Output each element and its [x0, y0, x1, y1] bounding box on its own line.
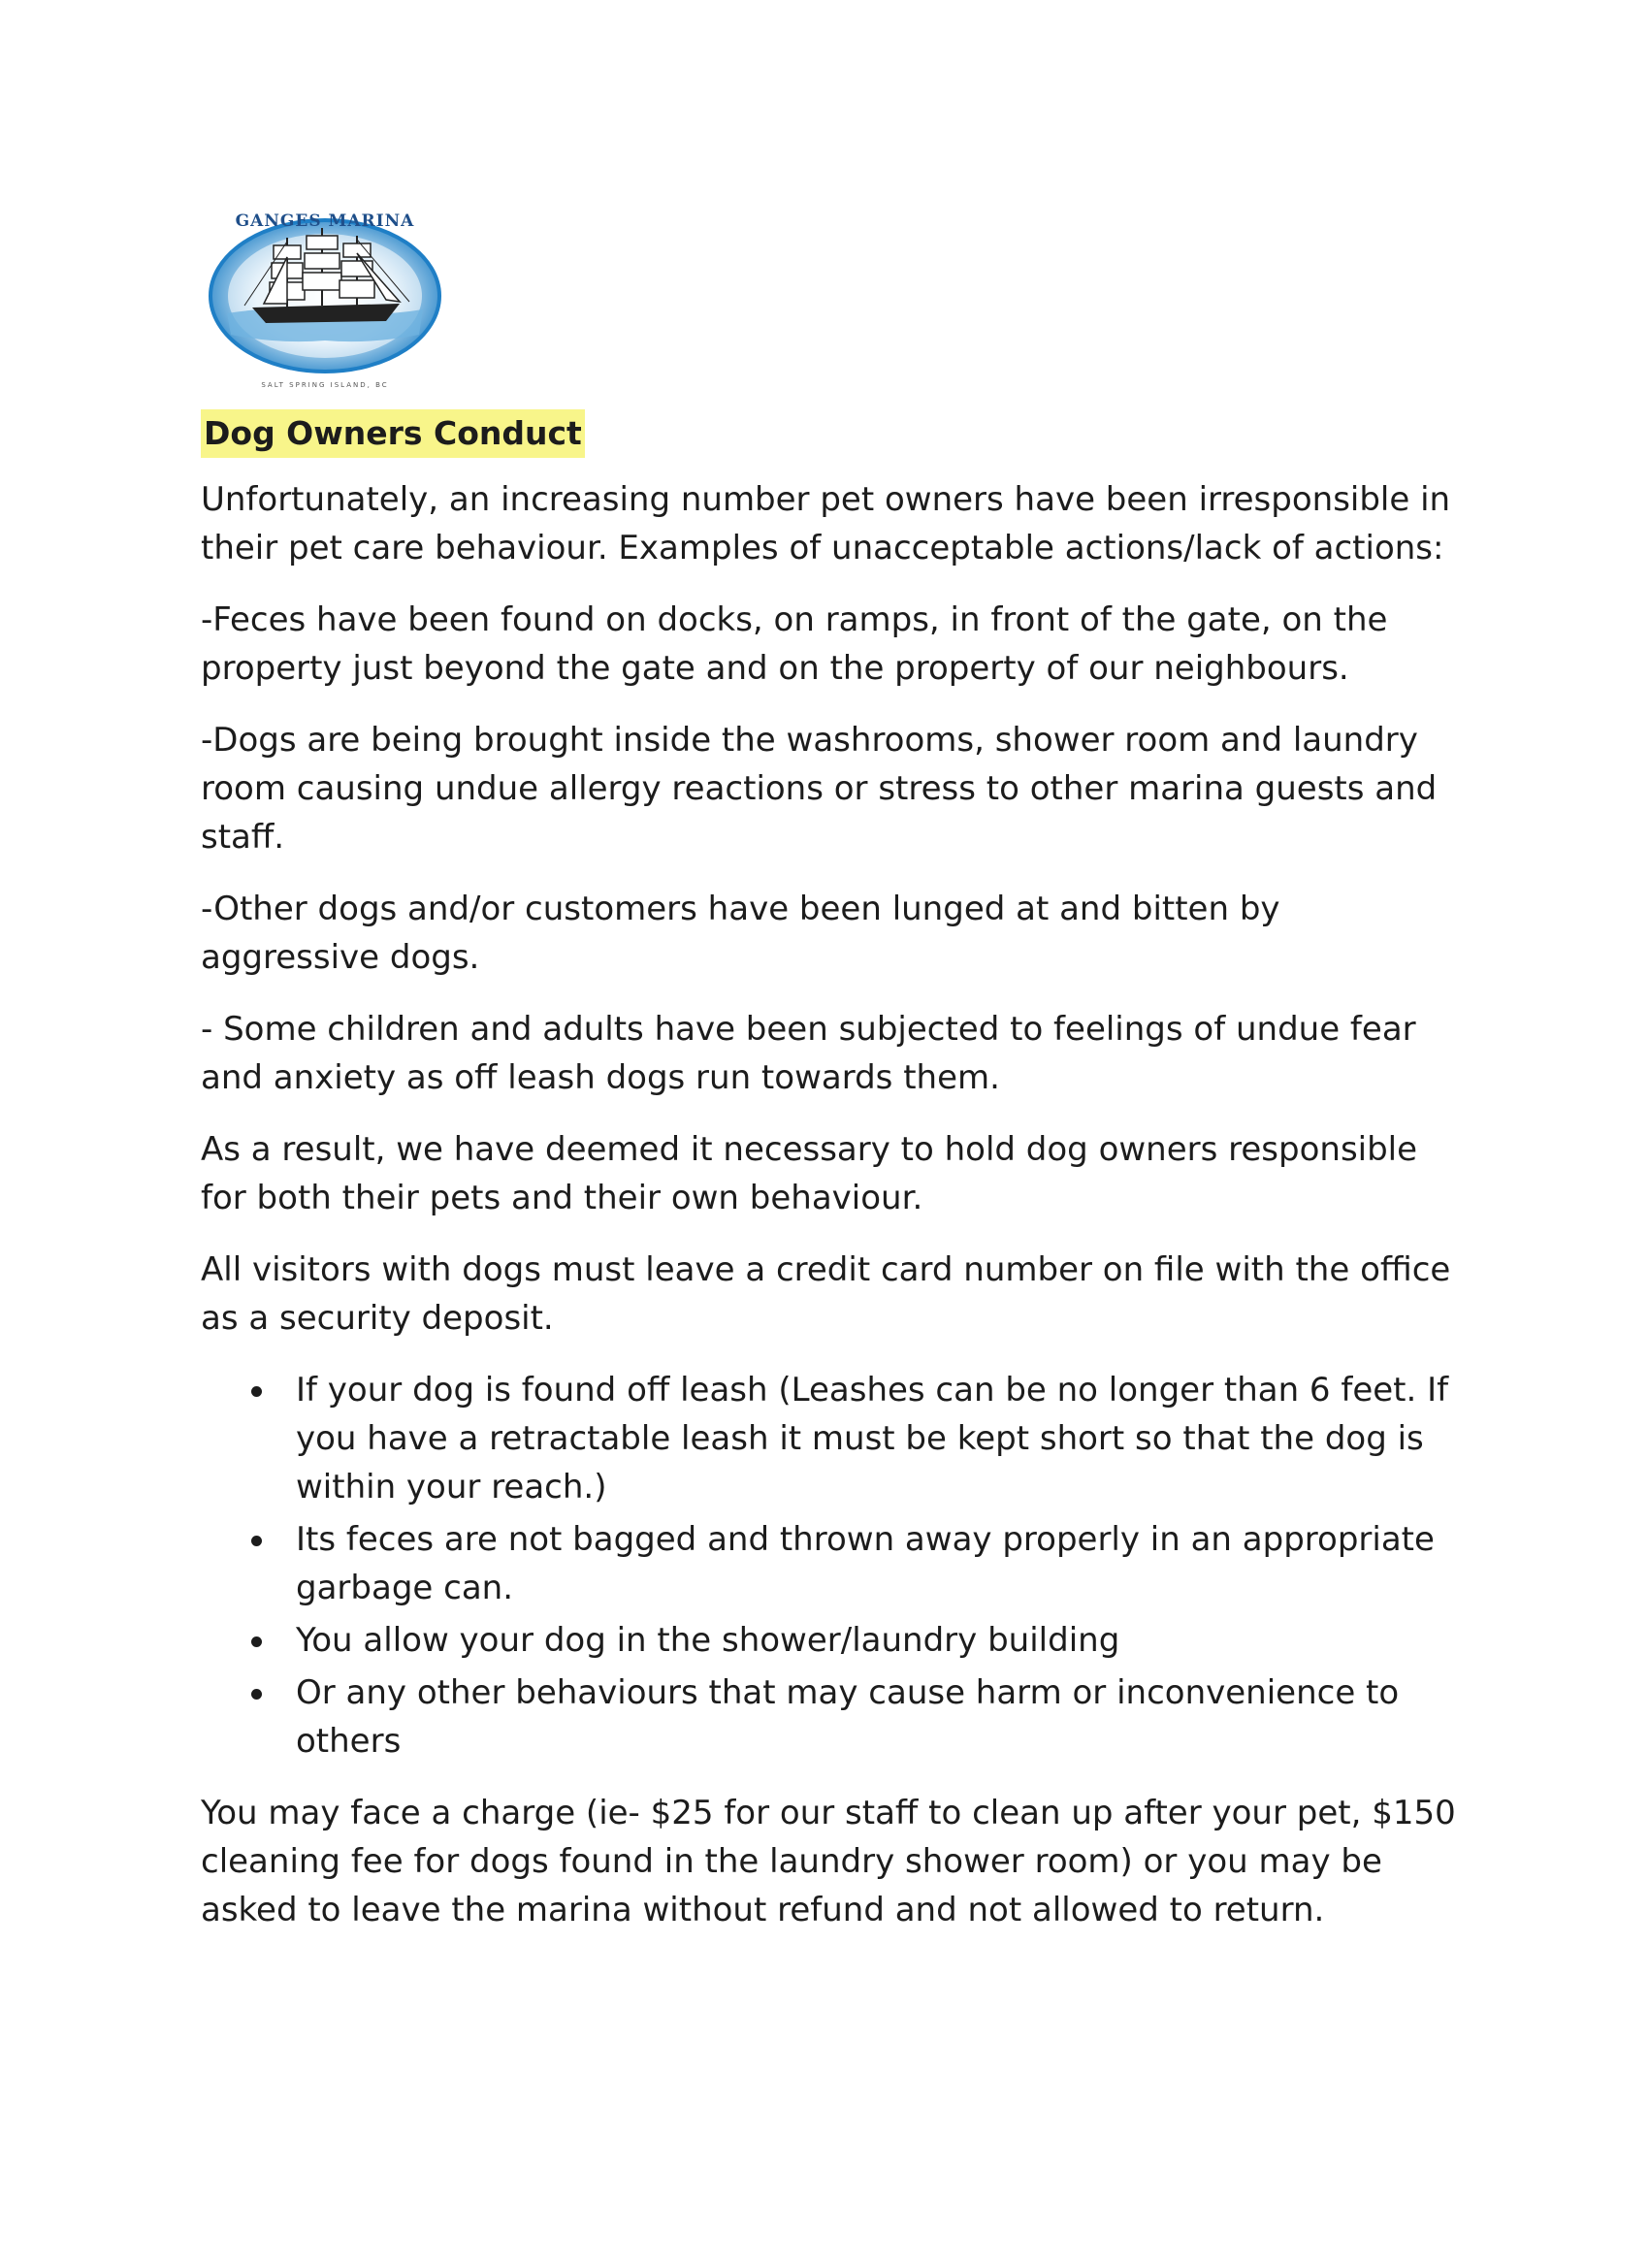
- bullet-icon: [251, 1536, 262, 1546]
- bullet-icon: [251, 1689, 262, 1700]
- responsibility-paragraph: As a result, we have deemed it necessary to hold dog owners responsible for both their pets and their own behaviour.: [201, 1130, 1418, 1217]
- rule-text: You allow your dog in the shower/laundry building: [296, 1621, 1120, 1660]
- logo-tagline-text: SALT SPRING ISLAND, BC: [261, 381, 389, 389]
- page-title: Dog Owners Conduct: [201, 409, 585, 458]
- rules-list: [201, 1366, 1462, 1766]
- rule-text: Or any other behaviours that may cause harm or inconvenience to others: [296, 1673, 1400, 1761]
- list-item: [201, 1616, 1462, 1665]
- bullet-icon: [251, 1636, 262, 1647]
- example-off-leash-paragraph: - Some children and adults have been subjected to feelings of undue fear and anxiety as off leash dogs run towards them.: [201, 1010, 1416, 1097]
- example-feces-paragraph: -Feces have been found on docks, on ramps, in front of the gate, on the property just beyond the gate and on the property of our neighbours.: [201, 600, 1388, 688]
- logo-name-text: GANGES MARINA: [235, 211, 415, 231]
- list-item: [201, 1669, 1462, 1766]
- example-washrooms-paragraph: -Dogs are being brought inside the washrooms, shower room and laundry room causing undue allergy reactions or stress to other marina guests and staff.: [201, 721, 1438, 857]
- rule-text: Its feces are not bagged and thrown away properly in an appropriate garbage can.: [296, 1520, 1435, 1607]
- deposit-paragraph: All visitors with dogs must leave a credit card number on file with the office as a security deposit.: [201, 1250, 1451, 1338]
- bullet-icon: [251, 1386, 262, 1397]
- intro-paragraph: Unfortunately, an increasing number pet owners have been irresponsible in their pet care behaviour. Examples of unacceptable actions/lack of actions:: [201, 480, 1451, 567]
- closing-paragraph: You may face a charge (ie- $25 for our staff to clean up after your pet, $150 cleaning fee for dogs found in the laundry shower room) or you may be asked to leave the marina without refund and not allowed to return.: [201, 1794, 1456, 1929]
- list-item: [201, 1366, 1462, 1511]
- rule-text: If your dog is found off leash (Leashes can be no longer than 6 feet. If you have a retractable leash it must be kept short so that the dog is within your reach.): [296, 1371, 1449, 1507]
- list-item: [201, 1515, 1462, 1612]
- ganges-marina-logo: [206, 199, 444, 393]
- document-body: [201, 409, 1462, 1958]
- ship-logo-icon: [206, 199, 444, 393]
- example-aggressive-paragraph: -Other dogs and/or customers have been lunged at and bitten by aggressive dogs.: [201, 890, 1280, 977]
